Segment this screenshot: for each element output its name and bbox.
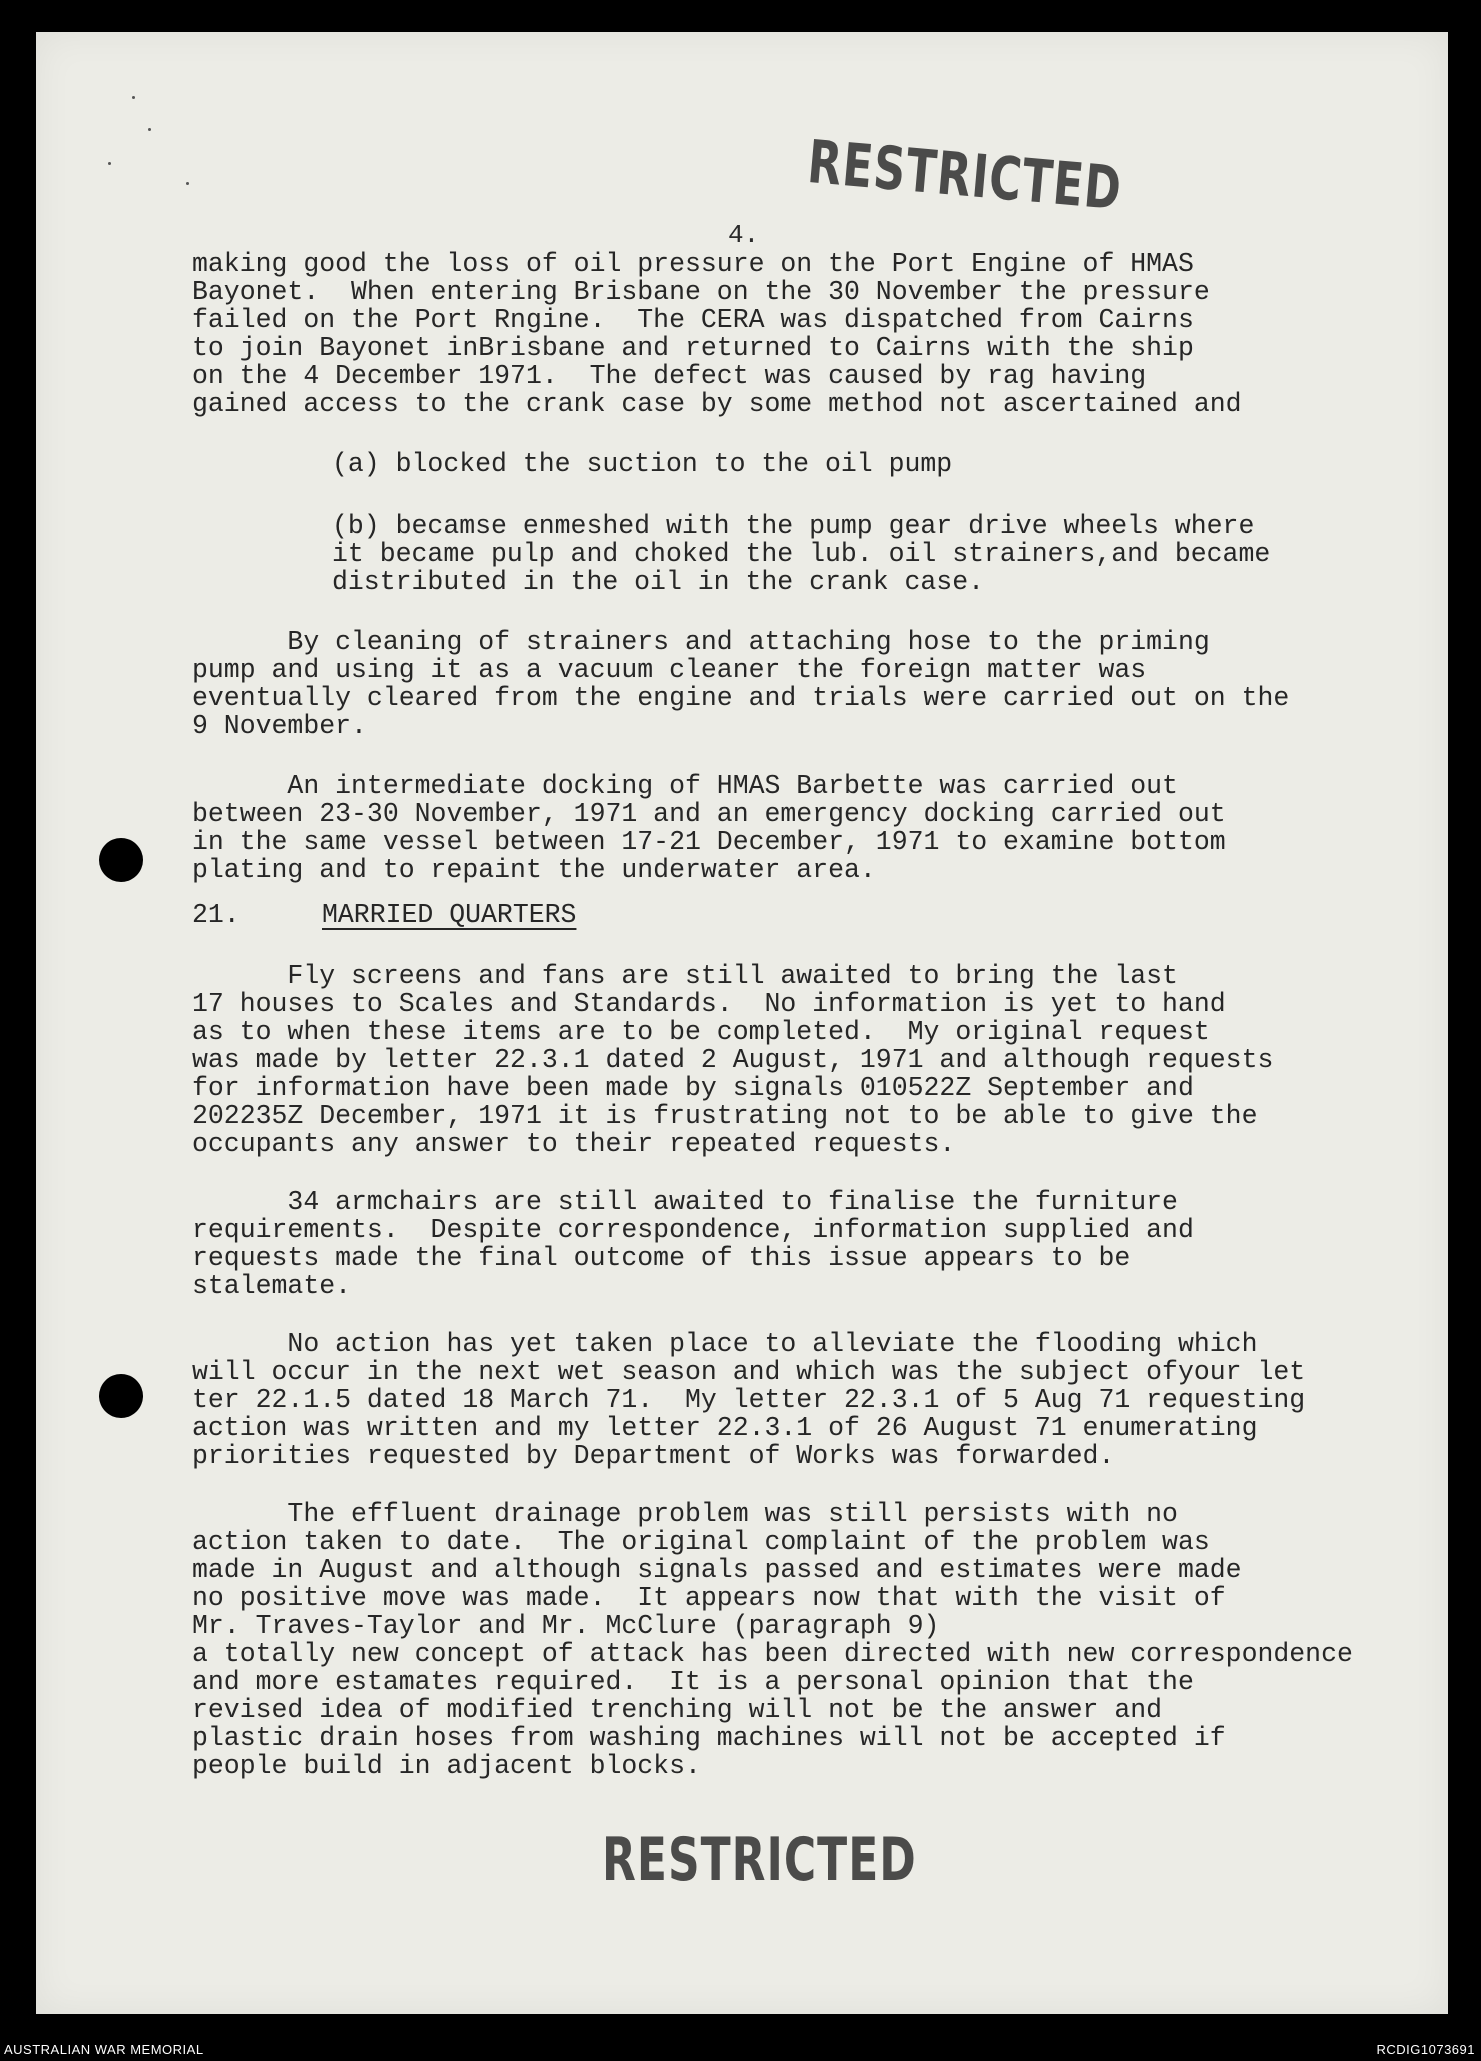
text-line: made in August and although signals passed and estimates were made	[192, 1555, 1242, 1585]
smudge-mark	[108, 162, 111, 165]
restricted-stamp-bottom: RESTRICTED	[602, 1826, 917, 1895]
text-line: eventually cleared from the engine and trials were carried out on the	[192, 683, 1290, 713]
smudge-mark	[132, 96, 135, 99]
text-line: action taken to date. The original complaint of the problem was	[192, 1527, 1210, 1557]
text-line: By cleaning of strainers and attaching hose to the priming	[192, 627, 1210, 657]
text-line: stalemate.	[192, 1271, 352, 1301]
text-line: Fly screens and fans are still awaited to bring the last	[192, 961, 1178, 991]
smudge-mark	[186, 182, 189, 185]
text-line: as to when these items are to be completed. My original request	[192, 1017, 1210, 1047]
text-line: will occur in the next wet season and which was the subject ofyour let	[192, 1357, 1306, 1387]
text-line: ter 22.1.5 dated 18 March 71. My letter 22.3.1 of 5 Aug 71 requesting	[192, 1385, 1306, 1415]
text-line: making good the loss of oil pressure on the Port Engine of HMAS	[192, 249, 1194, 279]
text-line: pump and using it as a vacuum cleaner the foreign matter was	[192, 655, 1147, 685]
text-line: no positive move was made. It appears now that with the visit of	[192, 1583, 1226, 1613]
archive-credit: AUSTRALIAN WAR MEMORIAL	[4, 2042, 204, 2057]
text-line: plastic drain hoses from washing machines will not be accepted if	[192, 1723, 1226, 1753]
text-line: revised idea of modified trenching will not be the answer and	[192, 1695, 1163, 1725]
smudge-mark	[148, 128, 151, 131]
text-line: requests made the final outcome of this issue appears to be	[192, 1243, 1131, 1273]
text-line: No action has yet taken place to alleviate the flooding which	[192, 1329, 1258, 1359]
section-number: 21.	[192, 900, 240, 930]
text-line: it became pulp and choked the lub. oil strainers,and became	[332, 539, 1271, 569]
text-line: failed on the Port Rngine. The CERA was dispatched from Cairns	[192, 305, 1194, 335]
text-line: 17 houses to Scales and Standards. No information is yet to hand	[192, 989, 1226, 1019]
text-line: (a) blocked the suction to the oil pump	[332, 449, 953, 479]
text-line: people build in adjacent blocks.	[192, 1751, 701, 1781]
punch-hole	[99, 1374, 143, 1418]
text-line: The effluent drainage problem was still persists with no	[192, 1499, 1178, 1529]
text-line: and more estamates required. It is a personal opinion that the	[192, 1667, 1194, 1697]
text-line: in the same vessel between 17-21 December, 1971 to examine bottom	[192, 827, 1226, 857]
page-number: 4.	[728, 220, 760, 250]
text-line: occupants any answer to their repeated requests.	[192, 1129, 956, 1159]
text-line: Mr. Traves-Taylor and Mr. McClure (paragraph 9)	[192, 1611, 940, 1641]
text-line: was made by letter 22.3.1 dated 2 August, 1971 and although requests	[192, 1045, 1274, 1075]
text-line: action was written and my letter 22.3.1 of 26 August 71 enumerating	[192, 1413, 1258, 1443]
text-line: gained access to the crank case by some method not ascertained and	[192, 389, 1242, 419]
text-line: plating and to repaint the underwater area.	[192, 855, 876, 885]
text-line: Bayonet. When entering Brisbane on the 30 November the pressure	[192, 277, 1210, 307]
text-line: for information have been made by signals 010522Z September and	[192, 1073, 1194, 1103]
text-line: 34 armchairs are still awaited to finalise the furniture	[192, 1187, 1178, 1217]
text-line: to join Bayonet inBrisbane and returned to Cairns with the ship	[192, 333, 1194, 363]
text-line: distributed in the oil in the crank case.	[332, 567, 985, 597]
section-title: MARRIED QUARTERS	[322, 900, 577, 930]
text-line: between 23-30 November, 1971 and an emergency docking carried out	[192, 799, 1226, 829]
text-line: 9 November.	[192, 711, 367, 741]
text-line: 202235Z December, 1971 it is frustrating not to be able to give the	[192, 1101, 1258, 1131]
punch-hole	[99, 838, 143, 882]
text-line: on the 4 December 1971. The defect was caused by rag having	[192, 361, 1147, 391]
text-line: An intermediate docking of HMAS Barbette was carried out	[192, 771, 1178, 801]
text-line: priorities requested by Department of Works was forwarded.	[192, 1441, 1115, 1471]
text-line: requirements. Despite correspondence, information supplied and	[192, 1215, 1194, 1245]
text-line: (b) becamse enmeshed with the pump gear drive wheels where	[332, 511, 1255, 541]
text-line: a totally new concept of attack has been directed with new correspondence	[192, 1639, 1353, 1669]
restricted-stamp-top: RESTRICTED	[804, 128, 1125, 225]
archive-reference: RCDIG1073691	[1376, 2042, 1475, 2057]
